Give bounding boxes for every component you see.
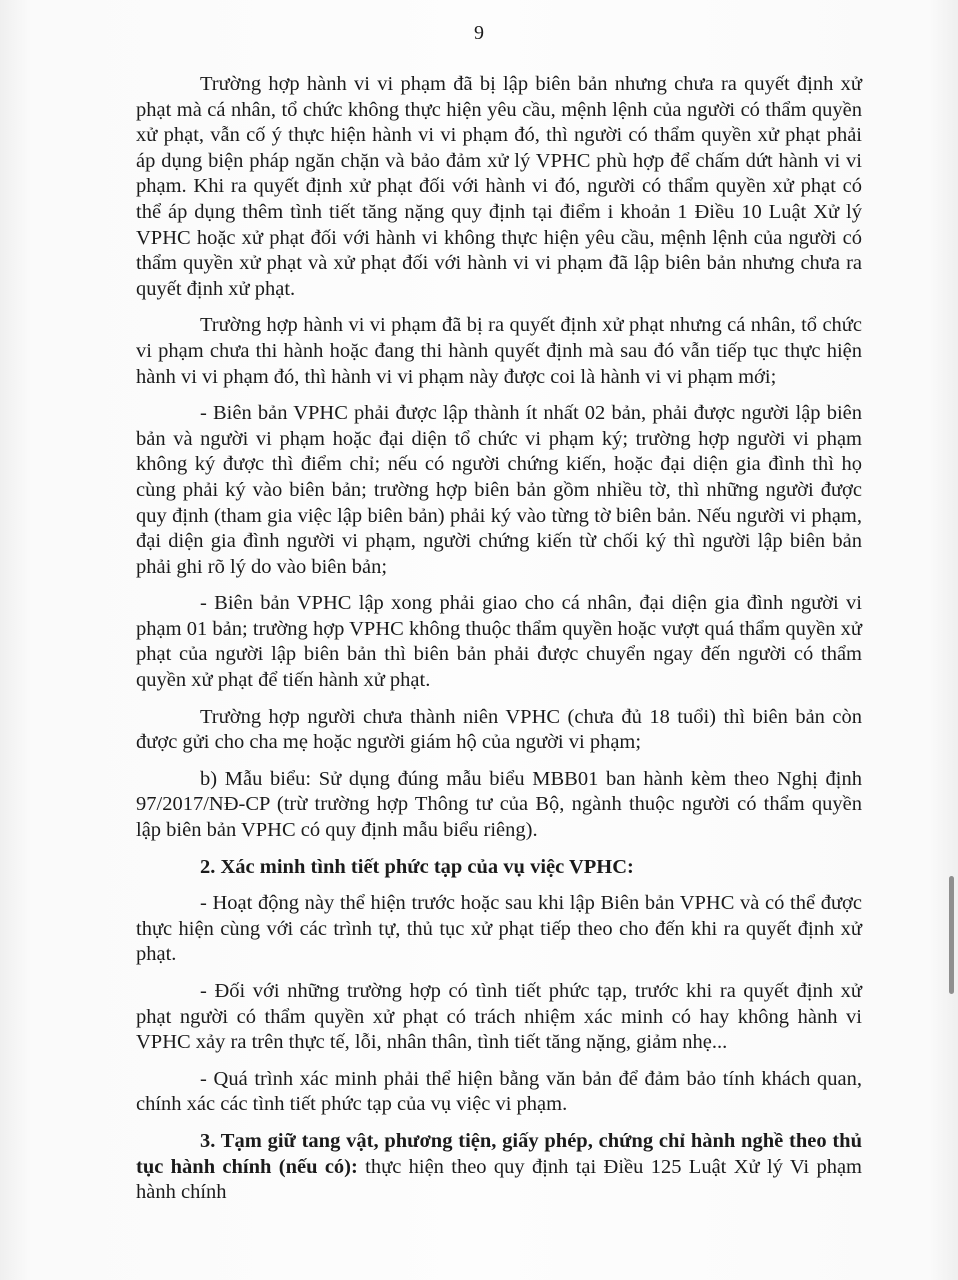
paragraph: - Biên bản VPHC phải được lập thành ít nhất 02 bản, phải được người lập biên bản và người vi phạm hoặc đại diện tổ chức vi phạm ký; trường hợp người vi phạm không ký được thì điểm chỉ; nếu có người chứng kiến, hoặc đại diện gia đình thì họ cùng phải ký vào biên bản; trường hợp biên bản gồm nhiều tờ, thì những người được quy định (tham gia việc lập biên bản) phải ký vào từng tờ biên bản. Nếu người vi phạm, đại diện gia đình người vi phạm, người chứng kiến từ chối ký thì người lập biên bản phải ghi rõ lý do vào biên bản; (136, 402, 862, 578)
paragraph: Trường hợp hành vi vi phạm đã bị ra quyết định xử phạt nhưng cá nhân, tổ chức vi phạm chưa thi hành hoặc đang thi hành quyết định mà sau đó vẫn tiếp tục thực hiện hành vi vi phạm đó, thì hành vi vi phạm này được coi là hành vi vi phạm mới; (136, 314, 862, 388)
paragraph: - Biên bản VPHC lập xong phải giao cho cá nhân, đại diện gia đình người vi phạm 01 bản; trường hợp VPHC không thuộc thẩm quyền hoặc vượt quá thẩm quyền xử phạt của người lập biên bản thì biên bản phải được chuyển ngay đến người có thẩm quyền xử phạt để tiến hành xử phạt. (136, 592, 862, 692)
section-text: thực hiện theo quy định tại Điều 125 Luật Xử lý Vi phạm hành chính (136, 1155, 862, 1204)
section-heading: 3. Tạm giữ tang vật, phương tiện, giấy phép, chứng chỉ hành nghề theo thủ tục hành chính (nếu có): (136, 1129, 862, 1178)
paragraph: - Đối với những trường hợp có tình tiết phức tạp, trước khi ra quyết định xử phạt người có thẩm quyền xử phạt có trách nhiệm xác minh có hay không hành vi VPHC xảy ra trên thực tế, lỗi, nhân thân, tình tiết tăng nặng, giảm nhẹ... (136, 980, 862, 1054)
page-number: 9 (474, 22, 484, 44)
paragraph: Trường hợp người chưa thành niên VPHC (chưa đủ 18 tuổi) thì biên bản còn được gửi cho cha mẹ hoặc người giám hộ của người vi phạm; (136, 705, 862, 754)
paragraph: - Hoạt động này thể hiện trước hoặc sau khi lập Biên bản VPHC và có thể được thực hiện cùng với các trình tự, thủ tục xử phạt tiếp theo cho đến khi ra quyết định xử phạt. (136, 892, 862, 966)
document-body (136, 72, 862, 1217)
paragraph: b) Mẫu biểu: Sử dụng đúng mẫu biểu MBB01 ban hành kèm theo Nghị định 97/2017/NĐ-CP (trừ trường hợp Thông tư của Bộ, ngành thuộc người có thẩm quyền lập biên bản VPHC có quy định mẫu biểu riêng). (136, 767, 862, 842)
section-heading: 2. Xác minh tình tiết phức tạp của vụ việc VPHC: (200, 855, 634, 878)
section-paragraph (136, 1129, 862, 1206)
scrollbar-thumb[interactable] (949, 876, 954, 994)
paragraph: Trường hợp hành vi vi phạm đã bị lập biên bản nhưng chưa ra quyết định xử phạt mà cá nhân, tổ chức không thực hiện yêu cầu, mệnh lệnh của người có thẩm quyền xử phạt, vẫn cố ý thực hiện hành vi vi phạm đó, thì người có thẩm quyền xử phạt phải áp dụng biện pháp ngăn chặn và bảo đảm xử lý VPHC phù hợp để chấm dứt hành vi vi phạm. Khi ra quyết định xử phạt đối với hành vi đó, người có thẩm quyền xử phạt có thể áp dụng thêm tình tiết tăng nặng quy định tại điểm i khoản 1 Điều 10 Luật Xử lý VPHC hoặc xử phạt đối với hành vi không thực hiện yêu cầu, mệnh lệnh của người có thẩm quyền xử phạt và xử phạt đối với hành vi vi phạm đã lập biên bản nhưng chưa ra quyết định xử phạt. (136, 73, 862, 300)
paragraph: - Quá trình xác minh phải thể hiện bằng văn bản để đảm bảo tính khách quan, chính xác các tình tiết phức tạp của vụ việc vi phạm. (136, 1067, 862, 1116)
